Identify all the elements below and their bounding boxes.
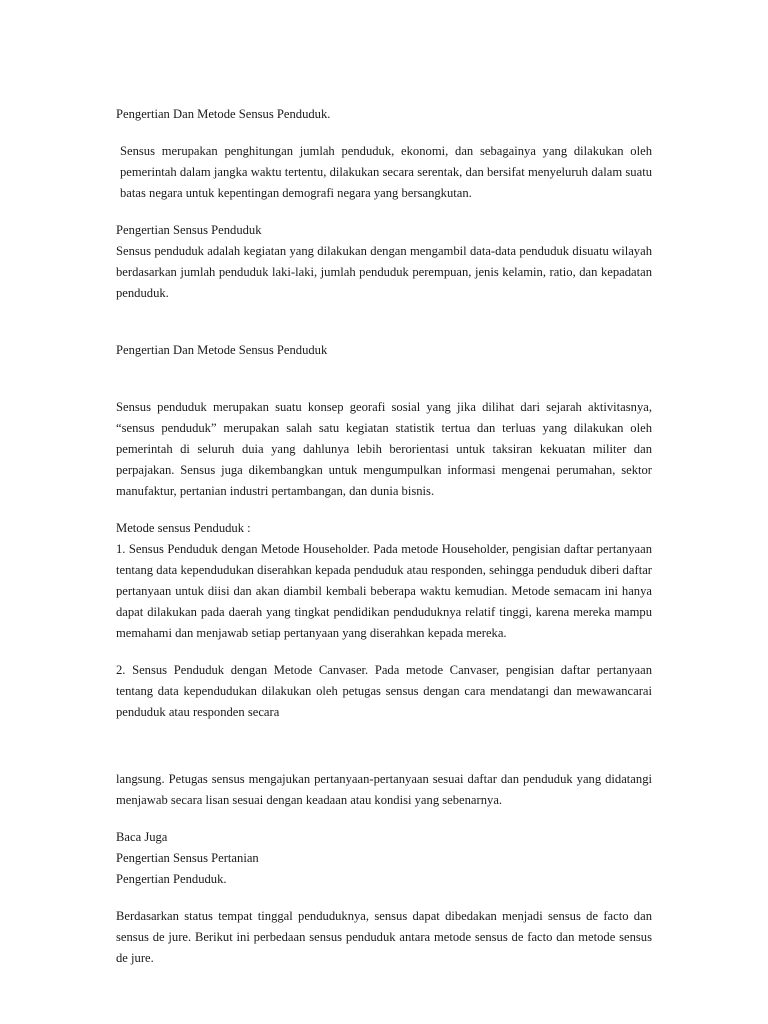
document-page: [116, 104, 652, 969]
method2-continuation-paragraph: langsung. Petugas sensus mengajukan pertanyaan-pertanyaan sesuai daftar dan penduduk yang didatangi menjawab secara lisan sesuai dengan keadaan atau kondisi yang sebenarnya.: [116, 772, 652, 807]
methods-heading: Metode sensus Penduduk :: [116, 521, 251, 535]
baca-juga-link-penduduk[interactable]: Pengertian Penduduk.: [116, 872, 227, 886]
section2-heading: Pengertian Dan Metode Sensus Penduduk: [116, 343, 328, 357]
method1-paragraph: 1. Sensus Penduduk dengan Metode Householder. Pada metode Householder, pengisian daftar pertanyaan tentang data kependudukan diserahkan kepada penduduk atau responden, sehingga penduduk diberi daftar pertanyaan untuk diisi dan akan diambil kembali beberapa waktu kemudian. Metode semacam ini hanya dapat dilakukan pada daerah yang tingkat pendidikan penduduknya relatif tinggi, karena mereka mampu memahami dan menjawab setiap pertanyaan yang diserahkan kepada mereka.: [116, 542, 652, 640]
document-title: Pengertian Dan Metode Sensus Penduduk.: [116, 107, 331, 121]
method2-paragraph: 2. Sensus Penduduk dengan Metode Canvaser. Pada metode Canvaser, pengisian daftar pertanyaan tentang data kependudukan dilakukan oleh petugas sensus dengan cara mendatangi dan mewawancarai penduduk atau responden secara: [116, 663, 652, 719]
section2-paragraph: Sensus penduduk merupakan suatu konsep georafi sosial yang jika dilihat dari sejarah aktivitasnya, “sensus penduduk” merupakan salah satu kegiatan statistik tertua dan terluas yang dilakukan oleh pemerintah di seluruh duia yang dahlunya lebih berorientasi untuk taksiran kekuatan militer dan perpajakan. Sensus juga dikembangkan untuk mengumpulkan informasi mengenai perumahan, sektor manufaktur, pertanian industri pertambangan, dan dunia bisnis.: [116, 400, 652, 498]
intro-paragraph: Sensus merupakan penghitungan jumlah penduduk, ekonomi, dan sebagainya yang dilakukan oleh pemerintah dalam jangka waktu tertentu, dilakukan secara serentak, dan bersifat menyeluruh dalam suatu batas negara untuk kepentingan demografi negara yang bersangkutan.: [120, 144, 652, 200]
section1-paragraph: Sensus penduduk adalah kegiatan yang dilakukan dengan mengambil data-data penduduk disuatu wilayah berdasarkan jumlah penduduk laki-laki, jumlah penduduk perempuan, jenis kelamin, ratio, dan kepadatan penduduk.: [116, 244, 652, 300]
section1-heading: Pengertian Sensus Penduduk: [116, 223, 262, 237]
baca-juga-label: Baca Juga: [116, 830, 168, 844]
baca-juga-link-sensus-pertanian[interactable]: Pengertian Sensus Pertanian: [116, 851, 259, 865]
closing-paragraph: Berdasarkan status tempat tinggal penduduknya, sensus dapat dibedakan menjadi sensus de facto dan sensus de jure. Berikut ini perbedaan sensus penduduk antara metode sensus de facto dan metode sensus de jure.: [116, 909, 652, 965]
